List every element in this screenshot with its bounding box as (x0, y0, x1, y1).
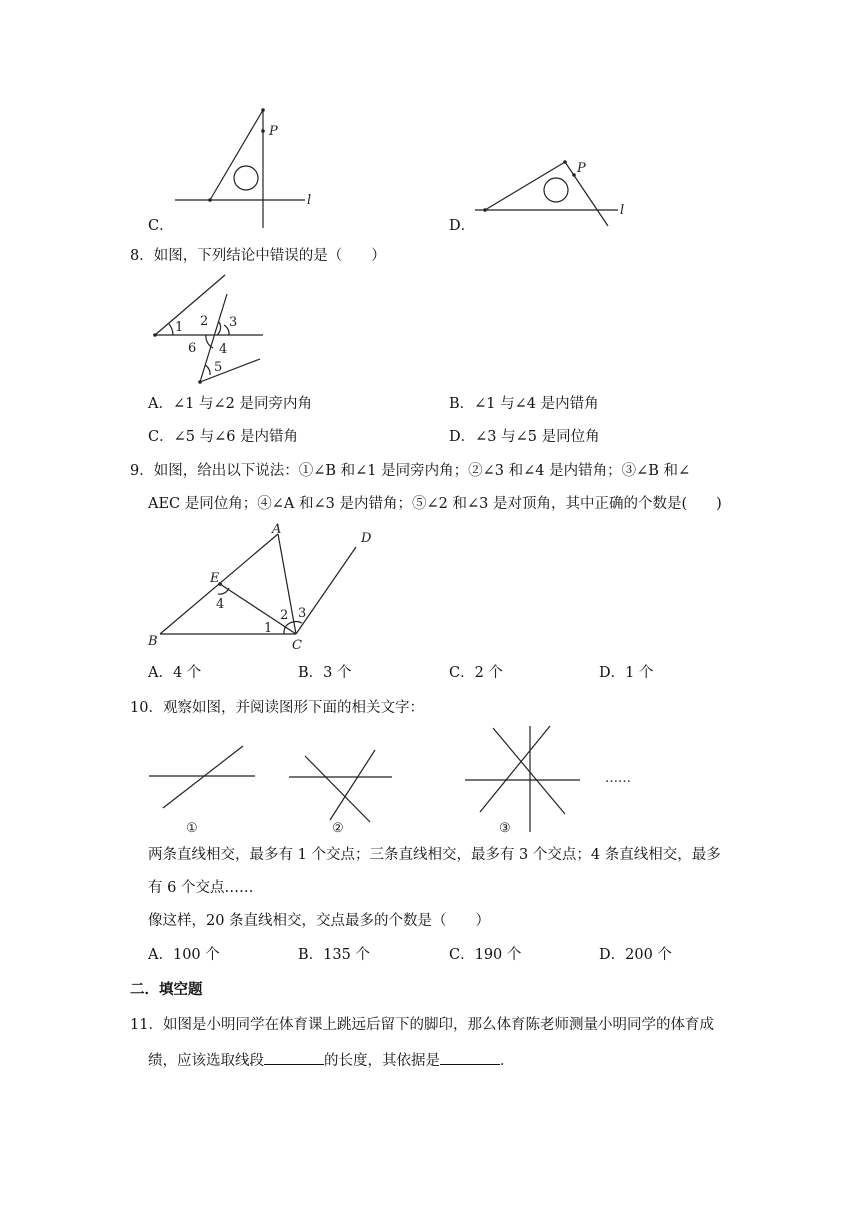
angle-4-label: 4 (216, 597, 225, 612)
label-b: B (148, 634, 158, 649)
answer-blank-2[interactable] (440, 1050, 500, 1065)
question-9-line-1: 9．如图，给出以下说法：①∠B 和∠1 是同旁内角；②∠3 和∠4 是内错角；③∠B 和∠ (130, 463, 691, 479)
angle-2-label: 2 (280, 608, 289, 623)
question-8-stem: 8．如图，下列结论中错误的是（ ） (130, 248, 386, 264)
angle-2-label: 2 (200, 314, 209, 329)
question-11-line-2 (148, 1050, 515, 1071)
label-d: D (361, 531, 372, 546)
angle-5-label: 5 (214, 360, 223, 375)
label-e: E (210, 571, 220, 586)
figure-1-label: ① (186, 821, 198, 836)
angle-3-label: 3 (298, 606, 307, 621)
angle-1-label: 1 (264, 621, 273, 636)
option-8a: A．∠1 与∠2 是同旁内角 (148, 396, 312, 412)
option-7d: D． (449, 218, 476, 234)
section-heading: 二．填空题 (130, 981, 203, 998)
ellipsis: …… (605, 771, 631, 786)
question-11-line-2-part-1: 绩，应该选取线段 (148, 1053, 264, 1069)
figure-8 (145, 272, 270, 387)
option-8d: D．∠3 与∠5 是同位角 (449, 429, 600, 445)
label-c: C (292, 638, 302, 653)
option-10a: A．100 个 (148, 947, 220, 963)
option-8b: B．∠1 与∠4 是内错角 (449, 396, 599, 412)
question-11-line-1: 11．如图是小明同学在体育课上跳远后留下的脚印，那么体育陈老师测量小明同学的体育成 (130, 1017, 714, 1033)
angle-6-label: 6 (188, 341, 197, 356)
question-10-question: 像这样，20 条直线相交，交点最多的个数是（ ） (148, 913, 491, 929)
question-10-stem: 10．观察如图，并阅读图形下面的相关文字： (130, 700, 424, 716)
figure-3-label: ③ (499, 821, 511, 836)
label-l: l (620, 203, 625, 218)
label-p: P (269, 124, 278, 139)
figure-2-label: ② (332, 821, 344, 836)
question-9-line-2: AEC 是同位角；④∠A 和∠3 是内错角；⑤∠2 和∠3 是对顶角，其中正确的个数是( ) (148, 496, 722, 512)
option-10c: C．190 个 (449, 947, 522, 963)
question-11-line-2-end: ． (500, 1053, 515, 1069)
option-10d: D．200 个 (599, 947, 672, 963)
option-9a: A．4 个 (148, 665, 202, 681)
option-9d: D．1 个 (599, 665, 654, 681)
angle-4-label: 4 (219, 342, 228, 357)
option-8c: C．∠5 与∠6 是内错角 (148, 429, 299, 445)
question-11-line-2-part-2: 的长度，其依据是 (324, 1053, 440, 1069)
label-l: l (307, 193, 312, 208)
option-10b: B．135 个 (298, 947, 370, 963)
label-p: P (577, 161, 586, 176)
figure-7c (170, 100, 330, 230)
question-10-text-1: 两条直线相交，最多有 1 个交点；三条直线相交，最多有 3 个交点；4 条直线相交，最多 (148, 847, 721, 863)
option-7c: C． (148, 218, 174, 234)
angle-1-label: 1 (175, 320, 184, 335)
answer-blank-1[interactable] (264, 1050, 324, 1065)
figure-10 (145, 722, 645, 837)
figure-9 (140, 522, 390, 652)
question-10-text-2: 有 6 个交点…… (148, 880, 254, 896)
angle-3-label: 3 (229, 315, 238, 330)
option-9b: B．3 个 (298, 665, 352, 681)
option-9c: C．2 个 (449, 665, 503, 681)
figure-7d (470, 150, 640, 235)
label-a: A (272, 522, 282, 537)
